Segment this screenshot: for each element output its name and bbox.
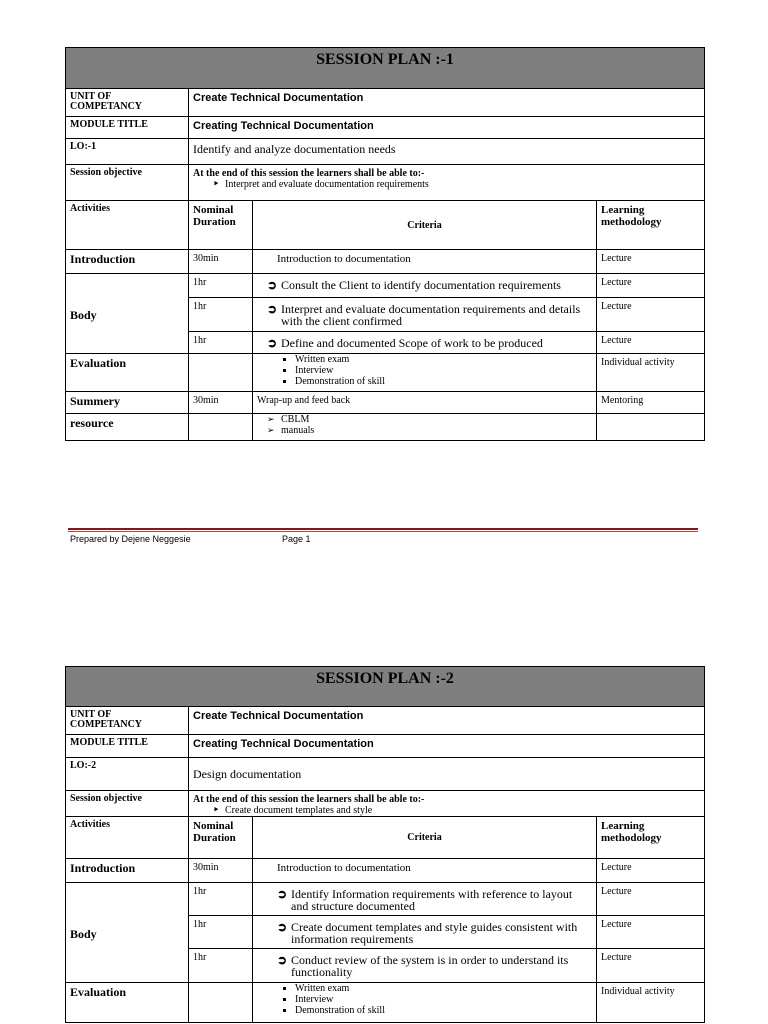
col-activities: Activities <box>66 817 189 859</box>
col-criteria: Criteria <box>253 201 597 250</box>
objective-item: ‣ Create document templates and style <box>193 805 700 816</box>
unit-value: Create Technical Documentation <box>189 707 705 735</box>
session-plan-1 <box>65 47 705 441</box>
unit-label: UNIT OF COMPETANCY <box>66 707 189 735</box>
evaluation-method: Individual activity <box>597 983 705 1023</box>
lo-label: LO:-1 <box>66 139 189 165</box>
objective-label: Session objective <box>66 791 189 817</box>
evaluation-label: Evaluation <box>66 354 189 392</box>
module-value: Creating Technical Documentation <box>189 735 705 758</box>
circle-arrow-icon: ➲ <box>267 302 278 316</box>
intro-criteria: Introduction to documentation <box>253 859 597 883</box>
body-duration: 1hr <box>189 332 253 354</box>
lo-label: LO:-2 <box>66 758 189 791</box>
intro-label: Introduction <box>66 859 189 883</box>
summary-duration: 30min <box>189 392 253 414</box>
resource-items <box>253 414 597 441</box>
intro-duration: 30min <box>189 859 253 883</box>
col-criteria: Criteria <box>253 817 597 859</box>
objective-cell <box>189 165 705 201</box>
evaluation-items <box>253 354 597 392</box>
body-duration: 1hr <box>189 949 253 983</box>
evaluation-method: Individual activity <box>597 354 705 392</box>
session-plan-title: SESSION PLAN :-1 <box>66 48 705 89</box>
objective-intro: At the end of this session the learners shall be able to:- <box>193 168 425 179</box>
body-label: Body <box>66 883 189 983</box>
circle-arrow-icon: ➲ <box>277 920 288 934</box>
col-duration: Nominal Duration <box>189 817 253 859</box>
intro-criteria: Introduction to documentation <box>253 250 597 274</box>
evaluation-label: Evaluation <box>66 983 189 1023</box>
circle-arrow-icon: ➲ <box>267 278 278 292</box>
body-duration: 1hr <box>189 916 253 949</box>
body-criteria: ➲ Identify Information requirements with reference to layout and structure documented <box>253 883 597 916</box>
list-item: ▪ Demonstration of skill <box>295 376 592 387</box>
col-method: Learning methodology <box>597 817 705 859</box>
body-method: Lecture <box>597 949 705 983</box>
list-item: ▪ Written exam <box>295 354 592 365</box>
body-criteria: ➲ Define and documented Scope of work to be produced <box>253 332 597 354</box>
body-duration: 1hr <box>189 298 253 332</box>
page-number: Page 1 <box>282 534 311 544</box>
body-duration: 1hr <box>189 274 253 298</box>
body-criteria: ➲ Consult the Client to identify documentation requirements <box>253 274 597 298</box>
summary-method: Mentoring <box>597 392 705 414</box>
session-plan-title: SESSION PLAN :-2 <box>66 667 705 707</box>
circle-arrow-icon: ➲ <box>277 953 288 967</box>
objective-label: Session objective <box>66 165 189 201</box>
list-item: ➢ manuals <box>257 425 592 436</box>
unit-label: UNIT OF COMPETANCY <box>66 89 189 117</box>
list-item: ▪ Interview <box>295 365 592 376</box>
list-item: ▪ Demonstration of skill <box>295 1005 592 1016</box>
circle-arrow-icon: ➲ <box>267 336 278 350</box>
objective-cell <box>189 791 705 817</box>
objective-item: ‣ Interpret and evaluate documentation requirements <box>193 179 700 190</box>
resource-label: resource <box>66 414 189 441</box>
evaluation-items <box>253 983 597 1023</box>
module-value: Creating Technical Documentation <box>189 117 705 139</box>
body-criteria: ➲ Conduct review of the system is in order to understand its functionality <box>253 949 597 983</box>
lo-value: Design documentation <box>189 758 705 791</box>
body-method: Lecture <box>597 298 705 332</box>
body-label: Body <box>66 274 189 354</box>
module-label: MODULE TITLE <box>66 735 189 758</box>
body-method: Lecture <box>597 274 705 298</box>
col-duration: Nominal Duration <box>189 201 253 250</box>
col-activities: Activities <box>66 201 189 250</box>
body-criteria: ➲ Create document templates and style guides consistent with information requirements <box>253 916 597 949</box>
body-duration: 1hr <box>189 883 253 916</box>
intro-method: Lecture <box>597 859 705 883</box>
unit-value: Create Technical Documentation <box>189 89 705 117</box>
list-item: ▪ Interview <box>295 994 592 1005</box>
list-item: ➢ CBLM <box>257 414 592 425</box>
body-method: Lecture <box>597 916 705 949</box>
body-method: Lecture <box>597 332 705 354</box>
intro-method: Lecture <box>597 250 705 274</box>
summary-label: Summery <box>66 392 189 414</box>
intro-duration: 30min <box>189 250 253 274</box>
body-method: Lecture <box>597 883 705 916</box>
intro-label: Introduction <box>66 250 189 274</box>
body-criteria: ➲ Interpret and evaluate documentation requirements and details with the client confirmed <box>253 298 597 332</box>
prepared-by: Prepared by Dejene Neggesie <box>70 534 191 544</box>
objective-intro: At the end of this session the learners shall be able to:- <box>193 794 425 805</box>
session-plan-2 <box>65 666 705 1023</box>
summary-criteria: Wrap-up and feed back <box>253 392 597 414</box>
footer-divider <box>68 528 698 532</box>
circle-arrow-icon: ➲ <box>277 887 288 901</box>
list-item: ▪ Written exam <box>295 983 592 994</box>
col-method: Learning methodology <box>597 201 705 250</box>
module-label: MODULE TITLE <box>66 117 189 139</box>
lo-value: Identify and analyze documentation needs <box>189 139 705 165</box>
